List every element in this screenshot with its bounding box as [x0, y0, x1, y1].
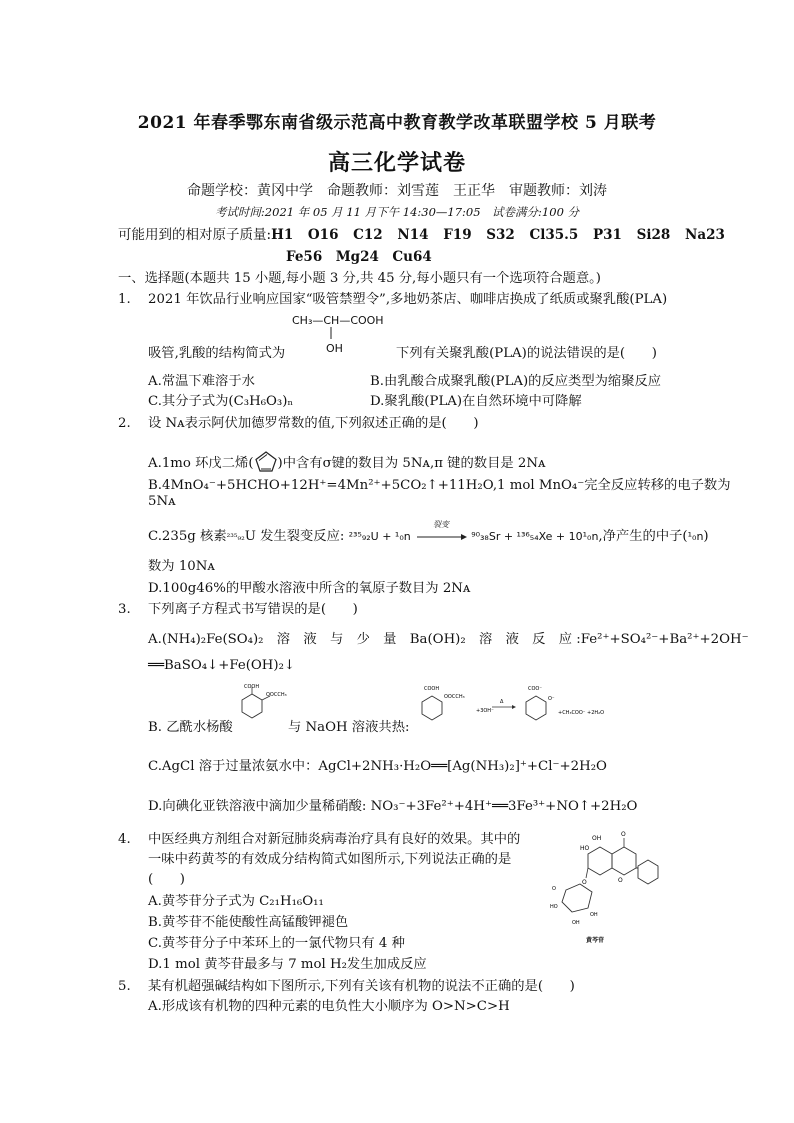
masses-line2: Fe56 Mg24 Cu64	[286, 249, 432, 265]
lactic-acid-bond	[326, 327, 336, 339]
q3-option-c: C.AgCl 溶于过量浓氨水中：AgCl+2NH₃·H₂O══[Ag(NH₃)₂]⁺+Cl⁻+2H₂O	[148, 759, 607, 774]
svg-text:+CH₃COO⁻ +2H₂O: +CH₃COO⁻ +2H₂O	[558, 710, 605, 716]
q1-stem-b2: 下列有关聚乳酸(PLA)的说法错误的是( )	[396, 346, 657, 361]
q2-option-d: D.100g46%的甲酸水溶液中所含的氧原子数目为 2Nᴀ	[148, 581, 471, 596]
q5-stem: 5. 某有机超强碱结构如下图所示,下列有关该有机物的说法不正确的是( )	[118, 979, 575, 994]
exam-subtitle: 高三化学试卷	[327, 150, 466, 176]
exam-title: 2021 年春季鄂东南省级示范高中教育教学改革联盟学校 5 月联考	[137, 113, 657, 133]
q4-stem-1: 4. 中医经典方剂组合对新冠肺炎病毒治疗具有良好的效果。其中的	[118, 832, 521, 847]
masses-line1: H1 O16 C12 N14 F19 S32 Cl35.5 P31 Si28 Na23	[271, 227, 725, 243]
q2-option-b-1: B.4MnO₄⁻+5HCHO+12H⁺=4Mn²⁺+5CO₂↑+11H₂O,1 mol MnO₄⁻完全反应转移的电子数为	[148, 478, 731, 493]
svg-text:O: O	[621, 831, 626, 838]
q1-option-c: C.其分子式为(C₃H₆O₃)ₙ	[148, 394, 294, 409]
svg-text:O: O	[552, 886, 556, 892]
svg-text:HO: HO	[580, 845, 590, 852]
q3-option-d: D.向碘化亚铁溶液中滴加少量稀硝酸: NO₃⁻+3Fe²⁺+4H⁺══3Fe³⁺+NO↑+2H₂O	[148, 799, 638, 814]
q2-stem: 2. 设 Nᴀ表示阿伏加德罗常数的值,下列叙述正确的是( )	[118, 416, 479, 431]
svg-text:+3OH⁻: +3OH⁻	[476, 708, 494, 714]
svg-text:O: O	[582, 879, 587, 886]
exam-authors: 命题学校：黄冈中学 命题教师：刘雪莲 王正华 审题教师：刘涛	[187, 183, 607, 199]
svg-text:O⁻: O⁻	[548, 696, 555, 702]
q2-option-c: C.235g 核素²³⁵₉₂U 发生裂变反应: ²³⁵₉₂U + ¹₀n 裂变 ⁹⁰₃₈Sr + ¹³⁶₅₄Xe + 10¹₀n,净产生的中子(¹₀n)	[148, 520, 709, 544]
svg-text:COOH: COOH	[424, 686, 440, 692]
q4-option-a: A.黄芩苷分子式为 C₂₁H₁₆O₁₁	[148, 894, 324, 909]
q4-option-d: D.1 mol 黄芩苷最多与 7 mol H₂发生加成反应	[148, 957, 427, 972]
svg-text:O: O	[618, 877, 623, 884]
lactic-acid-structure-top: CH₃—CH—COOH	[292, 314, 384, 327]
q4-option-c: C.黄芩苷分子中苯环上的一氯代物只有 4 种	[148, 936, 405, 951]
aspirin-structure-image	[228, 684, 287, 734]
q3-option-b-2: 与 NaOH 溶液共热:	[288, 720, 410, 735]
q3-option-b-1: B. 乙酰水杨酸	[148, 720, 233, 735]
masses-label: 可能用到的相对原子质量:	[118, 227, 272, 243]
section-heading: 一、选择题(本题共 15 小题,每小题 3 分,共 45 分,每小题只有一个选项符合题意。)	[118, 271, 601, 286]
q2-option-c-2: 数为 10Nᴀ	[148, 559, 215, 574]
lactic-acid-structure-oh: OH	[326, 342, 343, 355]
q3-option-a-1: A.(NH₄)₂Fe(SO₄)₂ 溶 液 与 少 量 Ba(OH)₂ 溶 液 反 应 :Fe²⁺+SO₄²⁻+Ba²⁺+2OH⁻	[148, 632, 749, 647]
q2-option-a: A.1mo 环戊二烯( )中含有σ键的数目为 5Nᴀ,π 键的数目是 2Nᴀ	[148, 450, 546, 474]
svg-text:黄芩苷: 黄芩苷	[586, 937, 605, 944]
q1-option-d: D.聚乳酸(PLA)在自然环境中可降解	[370, 394, 582, 409]
q1-stem-b1: 吸管,乳酸的结构简式为	[148, 346, 286, 361]
cyclopentadiene-icon	[254, 450, 278, 474]
q3-stem: 3. 下列离子方程式书写错误的是( )	[118, 602, 358, 617]
svg-text:OOCCH₃: OOCCH₃	[444, 694, 465, 700]
svg-text:Δ: Δ	[500, 699, 504, 705]
q3-option-a-2: ══BaSO₄↓+Fe(OH)₂↓	[148, 658, 296, 673]
q2-option-b-2: 5Nᴀ	[148, 494, 176, 509]
q4-stem-3: ( )	[148, 872, 185, 887]
svg-text:COO⁻: COO⁻	[528, 686, 543, 692]
q1-option-a: A.常温下难溶于水	[148, 374, 255, 389]
atomic-masses	[118, 223, 725, 243]
svg-text:HO: HO	[550, 904, 558, 910]
svg-text:OH: OH	[572, 920, 580, 926]
q4-option-b: B.黄芩苷不能使酸性高锰酸钾褪色	[148, 915, 349, 930]
exam-time-info: 考试时间:2021 年 05 月 11 月下午 14:30—17:05 试卷满分:100 分	[214, 205, 580, 219]
svg-text:OH: OH	[590, 912, 598, 918]
svg-text:OOCCH₃: OOCCH₃	[266, 692, 287, 698]
q4-stem-2: 一味中药黄芩的有效成分结构简式如图所示,下列说法正确的是	[148, 852, 512, 867]
svg-text:OH: OH	[592, 835, 602, 842]
q1-option-b: B.由乳酸合成聚乳酸(PLA)的反应类型为缩聚反应	[370, 374, 662, 389]
baicalin-structure-image	[548, 826, 678, 944]
q5-option-a: A.形成该有机物的四种元素的电负性大小顺序为 O>N>C>H	[148, 999, 510, 1014]
q1-stem-a: 1. 2021 年饮品行业响应国家“吸管禁塑令”,多地奶茶店、咖啡店换成了纸质或聚乳酸(PLA)	[118, 292, 668, 307]
aspirin-hydrolysis-scheme-image	[408, 684, 618, 734]
svg-text:COOH: COOH	[244, 684, 260, 690]
